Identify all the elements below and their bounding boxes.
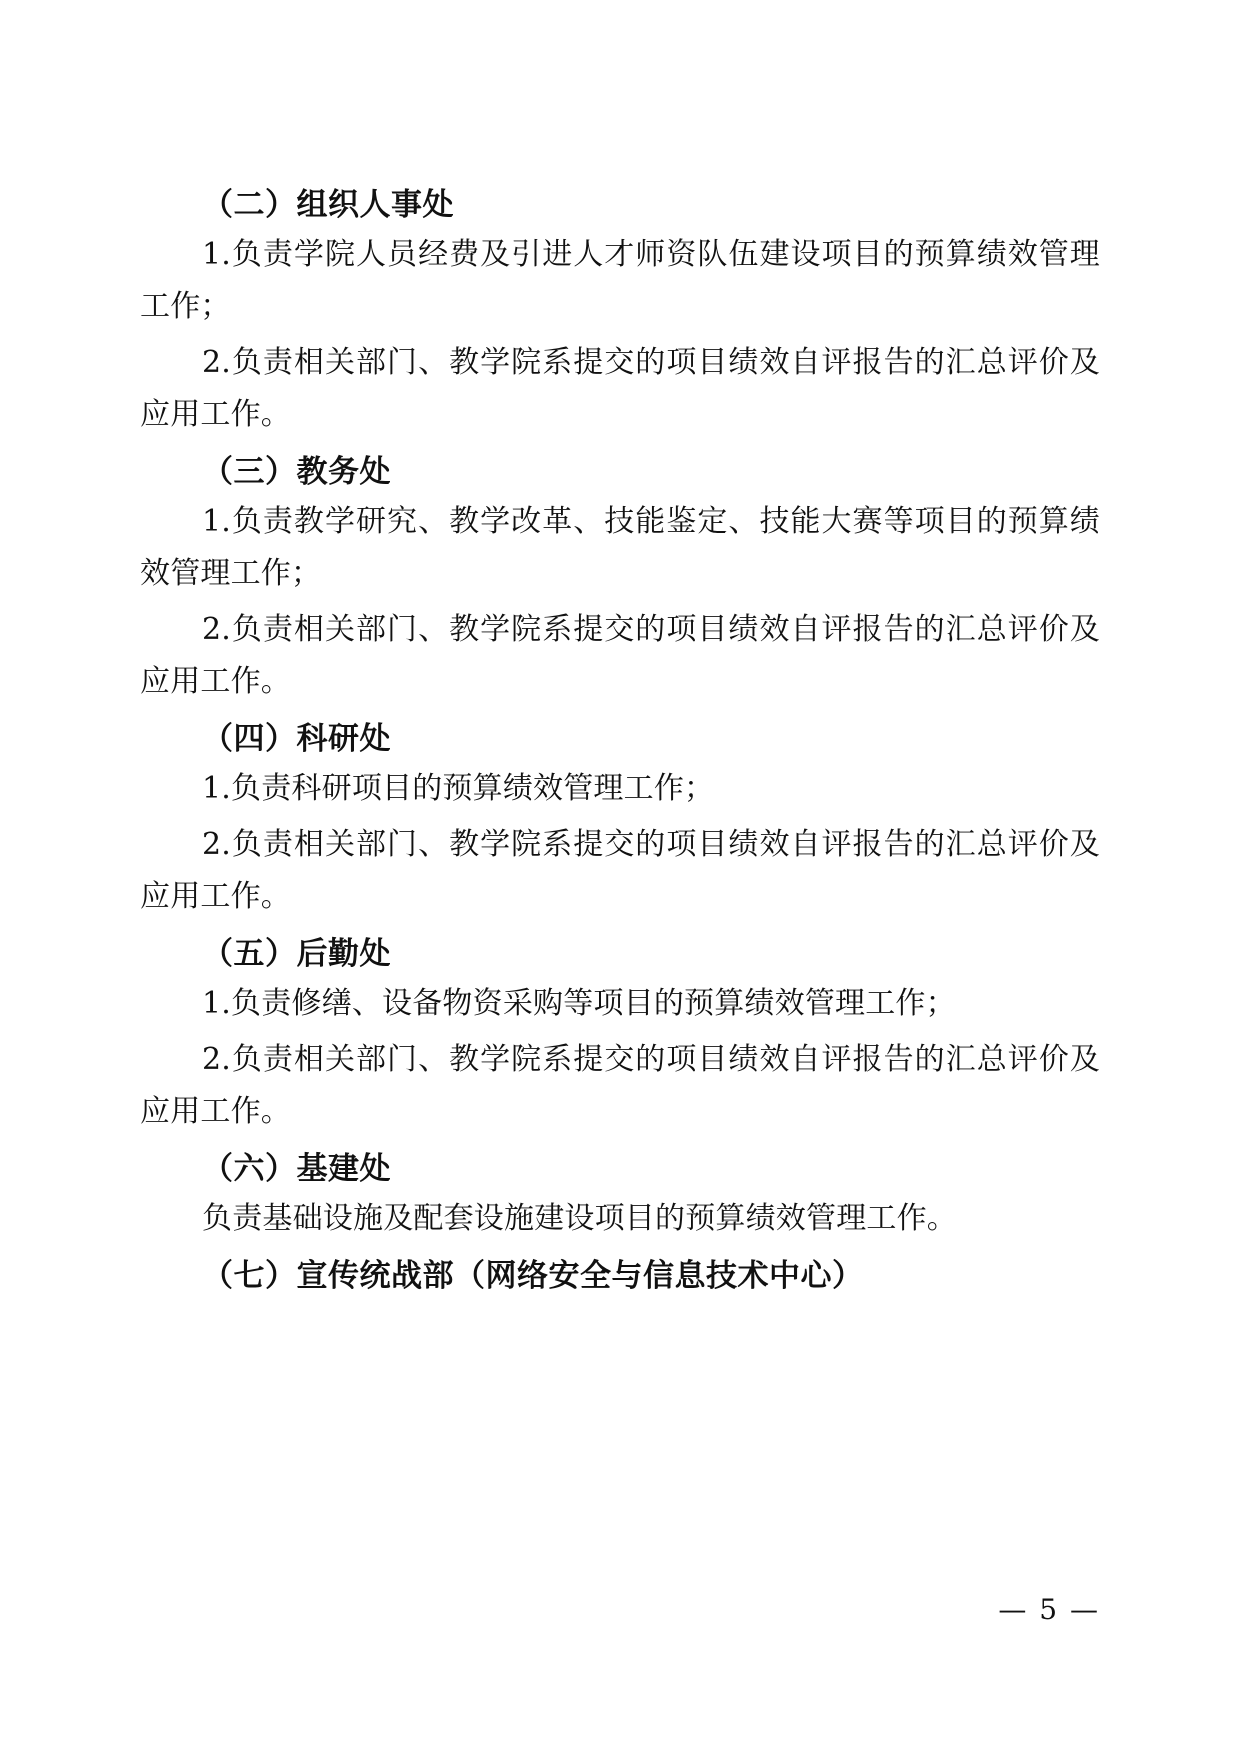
section-paragraph: 1.负责学院人员经费及引进人才师资队伍建设项目的预算绩效管理工作； [140, 237, 1100, 324]
document-body [140, 187, 1100, 1298]
section-block [140, 721, 1100, 923]
section-block [140, 936, 1100, 1138]
section-paragraph: 负责基础设施及配套设施建设项目的预算绩效管理工作。 [202, 1201, 957, 1236]
section-heading: （二）组织人事处 [202, 187, 454, 223]
section-paragraph: 2.负责相关部门、教学院系提交的项目绩效自评报告的汇总评价及应用工作。 [140, 827, 1100, 914]
section-block [140, 1151, 1100, 1245]
section-block [140, 187, 1100, 441]
section-heading: （五）后勤处 [202, 936, 391, 972]
section-heading: （三）教务处 [202, 454, 391, 490]
section-paragraph: 2.负责相关部门、教学院系提交的项目绩效自评报告的汇总评价及应用工作。 [140, 345, 1100, 432]
section-block [140, 1258, 1100, 1294]
section-block [140, 454, 1100, 708]
section-paragraph: 2.负责相关部门、教学院系提交的项目绩效自评报告的汇总评价及应用工作。 [140, 612, 1100, 699]
section-heading: （七）宣传统战部（网络安全与信息技术中心） [202, 1258, 864, 1294]
section-heading: （四）科研处 [202, 721, 391, 757]
section-heading: （六）基建处 [202, 1151, 391, 1187]
section-paragraph: 1.负责科研项目的预算绩效管理工作； [202, 771, 715, 806]
page-number: — 5 — [998, 1593, 1100, 1626]
section-paragraph: 1.负责修缮、设备物资采购等项目的预算绩效管理工作； [202, 986, 956, 1021]
section-paragraph: 2.负责相关部门、教学院系提交的项目绩效自评报告的汇总评价及应用工作。 [140, 1042, 1100, 1129]
section-paragraph: 1.负责教学研究、教学改革、技能鉴定、技能大赛等项目的预算绩效管理工作； [140, 504, 1100, 591]
